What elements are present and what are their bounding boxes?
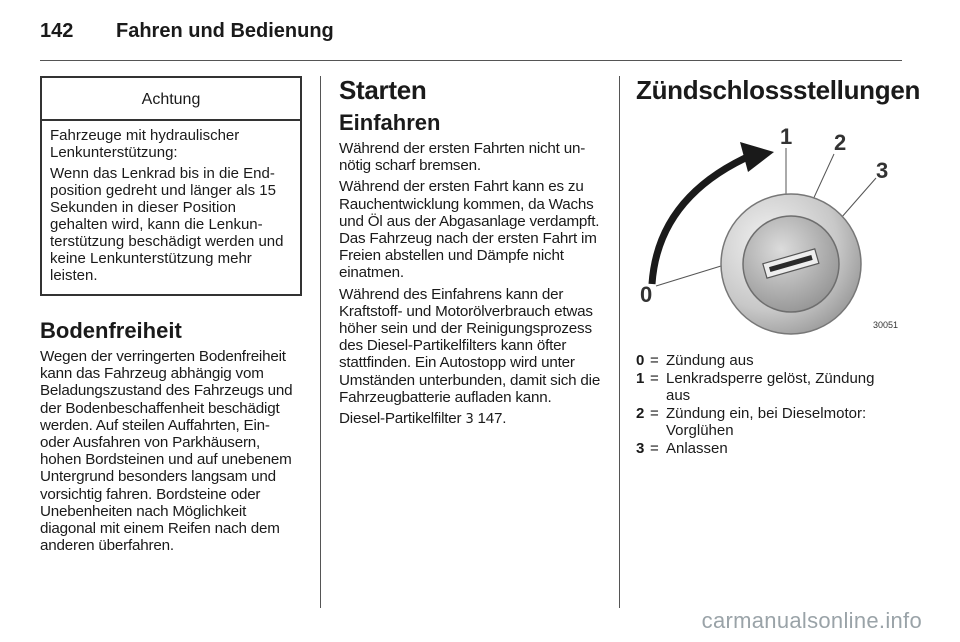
caution-body <box>42 121 300 294</box>
bodenfreiheit-text: Wegen der verringerten Bodenfreiheit kann das Fahrzeug abhängig vom Beladungszustand des Fahrzeugs und der Bodenbeschaffenheit beschädigt werden. Auf steilen Auffahrten, Ein- oder Ausfahren von Parkhäusern, hohen Bordsteinen und auf unebenem Untergrund besonders langsam und vorsichtig fahren. Bordsteine oder Unebenheiten nach Möglichkeit diagonal mit einem Reifen nach dem anderen überfahren. <box>40 348 293 555</box>
position-line-3 <box>841 178 876 218</box>
figure-number: 30051 <box>872 320 898 330</box>
starten-title: Starten <box>339 75 427 105</box>
legend-key: 3 <box>636 440 645 457</box>
column-left <box>40 76 302 558</box>
legend-equals: = <box>650 405 659 422</box>
legend-item <box>636 370 902 404</box>
legend-key: 2 <box>636 405 645 422</box>
legend-equals: = <box>650 352 659 369</box>
chapter-title: Fahren und Bedienung <box>116 20 334 42</box>
position-label-2: 2 <box>834 130 847 155</box>
einfahren-paragraph-1: Während der ersten Fahrten nicht unnötig scharf bremsen. <box>339 140 586 175</box>
ignition-legend <box>636 352 902 457</box>
position-label-1: 1 <box>780 124 793 149</box>
ignition-title: Zündschlossstellungen <box>636 75 921 105</box>
legend-key: 0 <box>636 352 645 369</box>
column-divider-2 <box>619 76 620 608</box>
caution-paragraph-1: Fahrzeuge mit hydraulischer Lenkunterstützung: <box>50 127 240 161</box>
legend-item <box>636 440 902 457</box>
legend-item <box>636 352 902 369</box>
legend-text: Lenkradsperre gelöst, Zündung aus <box>666 370 875 404</box>
bodenfreiheit-section <box>40 318 302 554</box>
page-header <box>40 20 334 43</box>
position-line-2 <box>811 154 834 204</box>
legend-text: Zündung ein, bei Dieselmotor: Vorglühen <box>666 405 867 439</box>
caution-paragraph-2: Wenn das Lenkrad bis in die Endposition gedreht und länger als 15 Sekunden in dieser Position gehalten wird, kann die Lenkunterstützung beschädigt werden und keine Lenkunterstützung mehr leisten. <box>50 165 284 284</box>
legend-equals: = <box>650 370 659 387</box>
dpf-reference-page: 147. <box>477 410 507 428</box>
einfahren-paragraph-2: Während der ersten Fahrt kann es zu Rauchentwicklung kommen, da Wachs und Öl aus der Abgasanlage verdampft. Das Fahrzeug nach der ersten Fahrt im Freien abstellen und Dämpfe nicht einatmen. <box>339 178 600 282</box>
column-right <box>636 75 921 458</box>
legend-item <box>636 405 902 439</box>
column-middle <box>339 76 603 432</box>
dpf-reference <box>339 410 603 428</box>
position-label-3: 3 <box>876 158 889 183</box>
page-reference-icon: 3 <box>465 412 474 428</box>
legend-text: Anlassen <box>666 440 728 457</box>
legend-key: 1 <box>636 370 645 387</box>
ignition-figure <box>636 116 902 338</box>
column-divider-1 <box>320 76 321 608</box>
page-number: 142 <box>40 20 74 42</box>
einfahren-paragraph-3: Während des Einfahrens kann der Kraftstoff- und Motorölverbrauch etwas höher sein und der Reinigungsprozess des Diesel-Partikelfilters kann öfter stattfinden. Ein Autostopp wird unter Umständen unterbunden, damit sich die Fahrzeugbatterie aufladen kann. <box>339 285 601 406</box>
caution-heading: Achtung <box>42 78 300 121</box>
legend-text: Zündung aus <box>666 352 754 369</box>
ignition-diagram <box>636 116 902 338</box>
watermark: carmanualsonline.info <box>701 608 922 633</box>
position-label-0: 0 <box>640 282 653 307</box>
bodenfreiheit-heading: Bodenfreiheit <box>40 318 182 343</box>
einfahren-heading: Einfahren <box>339 110 441 135</box>
header-divider <box>40 60 902 61</box>
caution-box <box>40 76 302 296</box>
arrow-head-icon <box>740 142 774 172</box>
legend-equals: = <box>650 440 659 457</box>
position-line-0 <box>656 266 721 286</box>
dpf-reference-text: Diesel-Partikelfilter <box>339 410 462 428</box>
